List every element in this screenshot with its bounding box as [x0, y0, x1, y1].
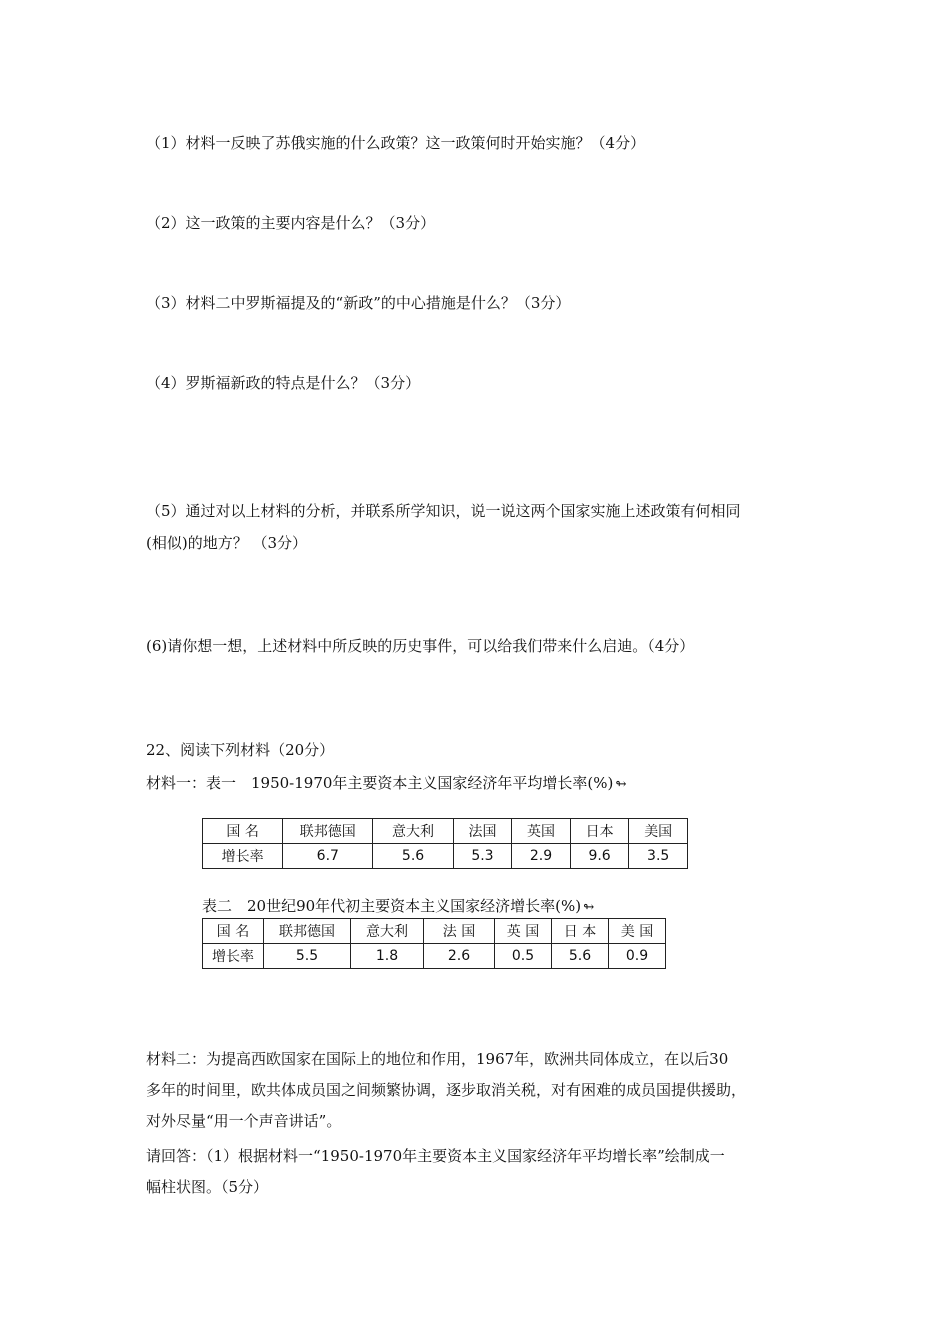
question-2: （2）这一政策的主要内容是什么？（3分） [146, 214, 436, 232]
table-cell: 2.9 [512, 844, 571, 869]
material-2-line-3: 对外尽量“用一个声音讲话”。 [146, 1112, 342, 1130]
question-3: （3）材料二中罗斯福提及的“新政”的中心措施是什么？（3分） [146, 294, 571, 312]
table-2-header-row [203, 919, 666, 944]
table-cell: 0.9 [609, 944, 666, 969]
table-1-header-row [203, 819, 688, 844]
table-cell: 3.5 [629, 844, 688, 869]
table-cell: 6.7 [283, 844, 373, 869]
table-cell: 国 名 [203, 819, 283, 844]
table-cell: 5.6 [373, 844, 453, 869]
editor-mark-icon: ↬ [615, 777, 627, 792]
answer-prompt-line-1: 请回答：（1）根据材料一“1950-1970年主要资本主义国家经济年平均增长率”绘制成一 [146, 1147, 725, 1165]
question-5-line-1: （5）通过对以上材料的分析，并联系所学知识，说一说这两个国家实施上述政策有何相同 [146, 502, 741, 520]
material-2-line-2: 多年的时间里，欧共体成员国之间频繁协调，逐步取消关税，对有困难的成员国提供援助， [146, 1081, 747, 1099]
table-2-caption-row [202, 896, 594, 918]
question-4: （4）罗斯福新政的特点是什么？（3分） [146, 374, 421, 392]
table-cell: 美 国 [609, 919, 666, 944]
table-cell: 英国 [512, 819, 571, 844]
question-6: (6)请你想一想，上述材料中所反映的历史事件，可以给我们带来什么启迪。（4分） [146, 637, 695, 655]
editor-mark-icon: ↬ [583, 900, 595, 915]
table-cell: 日 本 [552, 919, 609, 944]
answer-prompt-line-2: 幅柱状图。（5分） [146, 1178, 269, 1196]
question-1: （1）材料一反映了苏俄实施的什么政策？这一政策何时开始实施？（4分） [146, 134, 646, 152]
table-cell: 法国 [453, 819, 512, 844]
table-1 [202, 818, 688, 869]
table-cell: 意大利 [373, 819, 453, 844]
question-22-header: 22、阅读下列材料（20分） [146, 741, 335, 759]
table-cell: 英 国 [495, 919, 552, 944]
table-cell: 0.5 [495, 944, 552, 969]
table-1-caption: 材料一：表一 1950-1970年主要资本主义国家经济年平均增长率(%) [146, 774, 614, 792]
table-1-value-row [203, 844, 688, 869]
table-cell: 意大利 [351, 919, 424, 944]
table-2-value-row [203, 944, 666, 969]
table-2 [202, 918, 666, 969]
table-cell: 法 国 [424, 919, 495, 944]
material-2-line-1: 材料二：为提高西欧国家在国际上的地位和作用，1967年，欧洲共同体成立，在以后30 [146, 1050, 729, 1068]
table-cell: 2.6 [424, 944, 495, 969]
table-cell: 增长率 [203, 844, 283, 869]
table-2-caption: 表二 20世纪90年代初主要资本主义国家经济增长率(%) [202, 897, 582, 915]
table-cell: 5.3 [453, 844, 512, 869]
table-cell: 增长率 [203, 944, 264, 969]
table-cell: 联邦德国 [264, 919, 351, 944]
table-cell: 5.5 [264, 944, 351, 969]
table-1-caption-row [146, 773, 626, 795]
table-cell: 1.8 [351, 944, 424, 969]
table-cell: 日本 [570, 819, 629, 844]
question-5-line-2: (相似)的地方？ （3分） [146, 534, 308, 552]
table-cell: 5.6 [552, 944, 609, 969]
table-cell: 国 名 [203, 919, 264, 944]
table-cell: 美国 [629, 819, 688, 844]
table-cell: 联邦德国 [283, 819, 373, 844]
table-cell: 9.6 [570, 844, 629, 869]
